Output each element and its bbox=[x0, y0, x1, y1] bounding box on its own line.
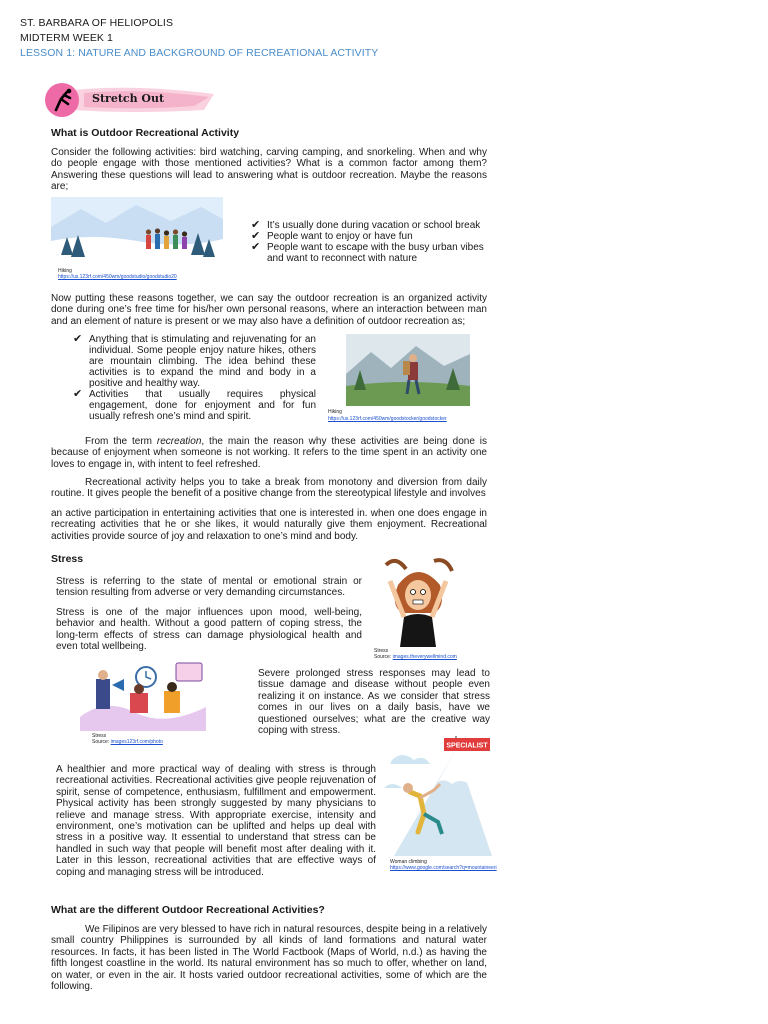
img3-caption: Stress bbox=[374, 648, 389, 654]
img1-link[interactable]: https://us.123rf.com/450wm/goodstudio/goodstudio20 bbox=[58, 274, 177, 280]
banner-label: Stretch Out bbox=[92, 92, 165, 105]
from-term-paragraph: From the term recreation, the main the reason why these activities are being done is because of enjoyment when someone is not working. It refers to the time spent in an activity one loves to engage in, with intent to feel refreshed. bbox=[51, 436, 487, 470]
stress-paragraph-3: Severe prolonged stress responses may lead to tissue damage and disease without people even realizing it on instance. As we consider that stress comes in our lives on a daily basis, have we questioned ourselves; what are the creative way coping with stress. bbox=[258, 668, 490, 737]
section-title-activities: What are the different Outdoor Recreational Activities? bbox=[51, 904, 325, 916]
check-icon: ✔ bbox=[251, 241, 261, 253]
reasons-list bbox=[251, 220, 487, 264]
woman-climbing-image bbox=[380, 736, 496, 856]
section-title-outdoor: What is Outdoor Recreational Activity bbox=[51, 127, 240, 139]
list-item: ✔ People want to escape with the busy urban vibes and want to reconnect with nature bbox=[251, 241, 484, 264]
img4-caption: Stress bbox=[92, 733, 107, 739]
list-item: ✔ People want to enjoy or have fun bbox=[251, 230, 413, 242]
helps-paragraph: Recreational activity helps you to take a break from monotony and diversion from daily routine. It gives people the benefit of a positive change from the stereotypical lifestyle and involves bbox=[51, 477, 487, 500]
putting-paragraph: Now putting these reasons together, we can say the outdoor recreation is an organized activity done during one’s free time for his/her own personal reasons, where an interaction between man and an element of nature is present or we may also have a definition of outdoor recreation as; bbox=[51, 293, 487, 327]
hiker-image bbox=[346, 334, 470, 406]
check-icon: ✔ bbox=[73, 388, 83, 400]
stress-title: Stress bbox=[51, 553, 84, 565]
check-icon: ✔ bbox=[73, 333, 83, 345]
stress-paragraph-1: Stress is referring to the state of mental or emotional strain or tension resulting from adverse or very demanding circumstances. bbox=[56, 576, 362, 599]
img5-link[interactable]: https://www.google.com/search?q=mountaineeri bbox=[390, 865, 497, 871]
img5-caption: Woman climbing bbox=[390, 859, 427, 865]
img3-link[interactable]: images.theverywellmind.com bbox=[392, 654, 457, 660]
check-icon: ✔ bbox=[251, 230, 261, 242]
school-name: ST. BARBARA OF HELIOPOLIS bbox=[20, 17, 174, 29]
lesson-title: LESSON 1: NATURE AND BACKGROUND OF RECREATIONAL ACTIVITY bbox=[20, 47, 379, 59]
list-item: ✔ Activities that usually requires physical engagement, done for enjoyment and for fun usually refresh one’s mind and spirit. bbox=[73, 388, 316, 422]
img4-link[interactable]: images123rf.com/photo bbox=[110, 739, 163, 745]
stretch-out-banner bbox=[44, 82, 224, 118]
definitions-list bbox=[73, 334, 316, 422]
check-icon: ✔ bbox=[251, 219, 261, 231]
img1-caption: Hiking bbox=[58, 268, 72, 274]
week-label: MIDTERM WEEK 1 bbox=[20, 32, 113, 44]
stress-paragraph-4: A healthier and more practical way of dealing with stress is through recreational activities. Recreational activities give people rejuvenation of spirit, sense of competence, enthusiasm, fulfillment and empowerment. Physical activity has been strongly suggested by many physicians to relieve and manage stress. With appropriate exercise, intensity and environment, one’s motivation can be uplifted and helps up deal with stress in a positive way. It essential to understand that stress can be handled in such way that people will benefit most after dealing with it. Later in this lesson, recreational activities that are effective ways of coping and managing stress will be introduced. bbox=[56, 764, 376, 878]
stressed-woman-image bbox=[376, 555, 460, 647]
flag-text: SPECIALIST bbox=[446, 742, 488, 750]
list-item: ✔ It’s usually done during vacation or school break bbox=[251, 219, 481, 231]
list-item: ✔ Anything that is stimulating and rejuvenating for an individual. Some people enjoy nature hikes, others are mountain climbing. The idea behind these activities is to expand the mind and body in a positive and healthy way. bbox=[73, 333, 316, 389]
img2-caption: Hiking bbox=[328, 409, 342, 415]
stress-paragraph-2: Stress is one of the major influences upon mood, well-being, behavior and health. Without a good pattern of coping stress, the long-term effects of stress can damage physiological health and even total wellbeing. bbox=[56, 607, 362, 653]
intro-paragraph: Consider the following activities: bird watching, carving camping, and snorkeling. When and why do people engage with those mentioned activities? What is a common factor among them? Answering these questions will lead to answering what is outdoor recreation. Maybe the reasons are; bbox=[51, 147, 487, 193]
img2-link[interactable]: https://us.123rf.com/450wm/goodstocker/goodstocker bbox=[328, 416, 447, 422]
filipinos-paragraph: We Filipinos are very blessed to have rich in natural resources, despite being in a relatively small country Philippines is surrounded by all kinds of land formations and natural water resources. In facts, it has been listed in The World Factbook (Maps of World, n.d.) as having the fifth longest coastline in the world. Its natural environment has so much to offer, whether on land, on water, or even in the air. It hosts varied outdoor recreational activities, some of which are the following. bbox=[51, 924, 487, 993]
stress-illustration-image bbox=[76, 657, 210, 731]
hiking-snow-image bbox=[51, 197, 223, 265]
active-paragraph: an active participation in entertaining activities that one is interested in. when one does engage in recreating activities that he or she likes, it would naturally give them enjoyment. Recreational activities provide source of joy and relaxation to one’s mind and body. bbox=[51, 508, 487, 542]
